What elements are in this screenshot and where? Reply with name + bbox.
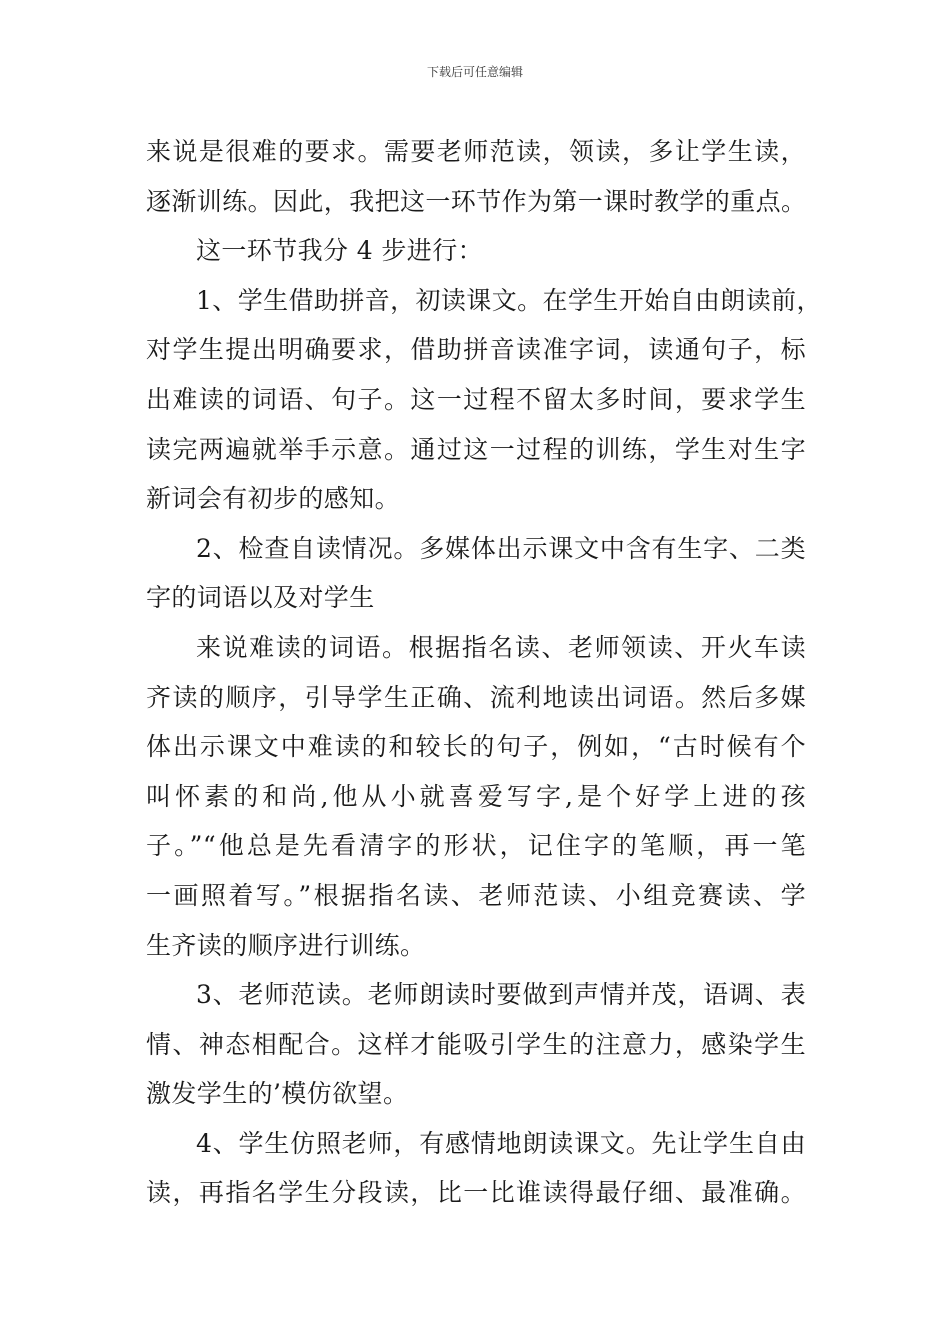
text-line: 来说是很难的要求。需要老师范读，领读，多让学生读， (146, 137, 806, 166)
text-line: 对学生提出明确要求，借助拼音读准字词，读通句子，标 (146, 335, 806, 365)
text-line: 激发学生的’模仿欲望。 (146, 1079, 409, 1109)
text-line: 读，再指名学生分段读，比一比谁读得最仔细、最准确。 (146, 1178, 806, 1208)
text-line: 新词会有初步的感知。 (146, 484, 401, 514)
text-line: 来说难读的词语。根据指名读、老师领读、开火车读 (196, 632, 806, 662)
text-line: 2、检查自读情况。多媒体出示课文中含有生字、二类 (196, 533, 806, 563)
text-line: 1、学生借助拼音，初读课文。在学生开始自由朗读前， (196, 285, 822, 315)
text-line: 这一环节我分 4 步进行： (196, 236, 484, 266)
text-line: 生齐读的顺序进行训练。 (146, 930, 426, 960)
text-line: 子。”“他总是先看清字的形状，记住字的笔顺，再一笔 (146, 831, 806, 861)
text-line: 3、老师范读。老师朗读时要做到声情并茂，语调、表 (196, 980, 806, 1010)
text-line: 齐读的顺序，引导学生正确、流利地读出词语。然后多媒 (146, 682, 806, 712)
page-header: 下载后可任意编辑 (426, 65, 523, 79)
text-line: 叫怀素的和尚,他从小就喜爱写字,是个好学上进的孩 (146, 781, 806, 811)
body-text (146, 127, 822, 1218)
text-line: 字的词语以及对学生 (146, 583, 375, 613)
text-line: 4、学生仿照老师，有感情地朗读课文。先让学生自由 (196, 1128, 806, 1158)
text-line: 情、神态相配合。这样才能吸引学生的注意力，感染学生 (146, 1029, 806, 1059)
text-line: 读完两遍就举手示意。通过这一过程的训练，学生对生字 (146, 434, 806, 464)
text-line: 体出示课文中难读的和较长的句子，例如，“古时候有个 (146, 732, 806, 762)
text-line: 一画照着写。”根据指名读、老师范读、小组竞赛读、学 (146, 880, 806, 910)
text-line: 逐渐训练。因此，我把这一环节作为第一课时教学的重点。 (146, 186, 807, 216)
text-line: 出难读的词语、句子。这一过程不留太多时间，要求学生 (146, 384, 806, 414)
